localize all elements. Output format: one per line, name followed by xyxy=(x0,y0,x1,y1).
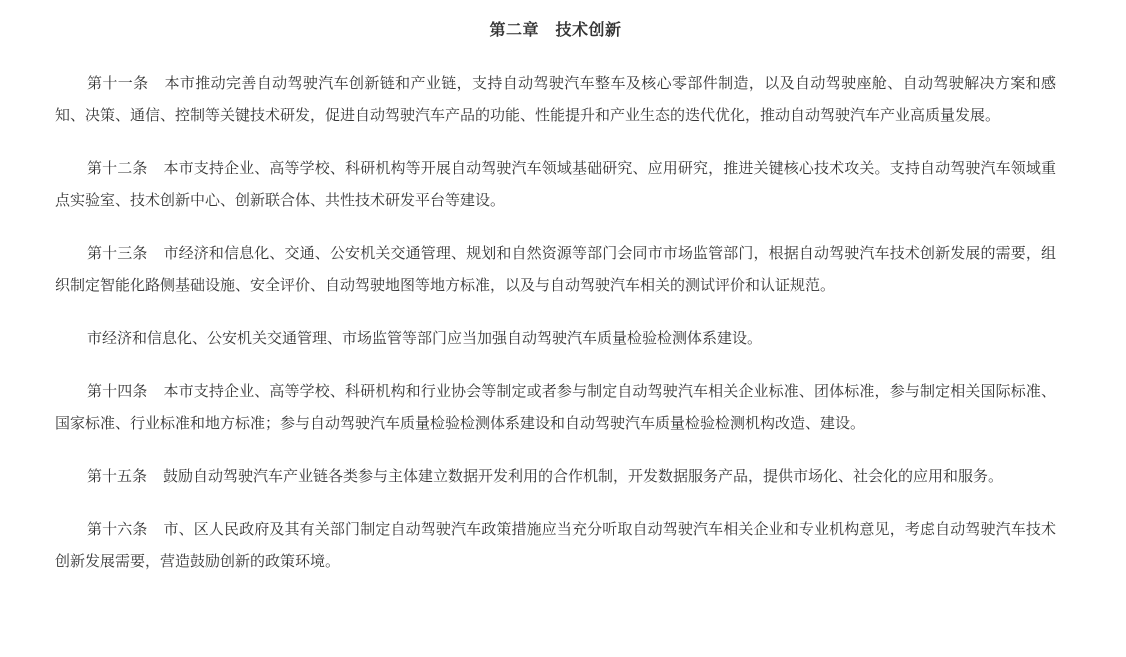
article-13-paragraph-2 xyxy=(55,322,1056,354)
article-text: 本市推动完善自动驾驶汽车创新链和产业链，支持自动驾驶汽车整车及核心零部件制造，以及自动驾驶座舱、自动驾驶解决方案和感知、决策、通信、控制等关键技术研发，促进自动驾驶汽车产品的功能、性能提升和产业生态的迭代优化，推动自动驾驶汽车产业高质量发展。 xyxy=(55,74,1056,124)
article-text: 本市支持企业、高等学校、科研机构等开展自动驾驶汽车领域基础研究、应用研究，推进关键核心技术攻关。支持自动驾驶汽车领域重点实验室、技术创新中心、创新联合体、共性技术研发平台等建设。 xyxy=(55,159,1056,209)
article-16 xyxy=(55,513,1056,577)
article-list xyxy=(55,67,1056,577)
article-number: 第十一条 xyxy=(87,74,149,92)
article-14 xyxy=(55,375,1056,439)
article-number: 第十二条 xyxy=(87,159,148,177)
article-number: 第十六条 xyxy=(87,520,148,538)
article-number: 第十五条 xyxy=(87,467,148,485)
article-11 xyxy=(55,67,1056,131)
chapter-title: 第二章 技术创新 xyxy=(489,20,622,39)
article-text: 本市支持企业、高等学校、科研机构和行业协会等制定或者参与制定自动驾驶汽车相关企业标准、团体标准，参与制定相关国际标准、国家标准、行业标准和地方标准；参与自动驾驶汽车质量检验检测体系建设和自动驾驶汽车质量检验检测机构改造、建设。 xyxy=(55,382,1056,432)
article-text: 鼓励自动驾驶汽车产业链各类参与主体建立数据开发利用的合作机制，开发数据服务产品，提供市场化、社会化的应用和服务。 xyxy=(163,467,1004,485)
article-number: 第十三条 xyxy=(87,244,148,262)
article-13 xyxy=(55,237,1056,301)
article-12 xyxy=(55,152,1056,216)
article-text: 市、区人民政府及其有关部门制定自动驾驶汽车政策措施应当充分听取自动驾驶汽车相关企业和专业机构意见，考虑自动驾驶汽车技术创新发展需要，营造鼓励创新的政策环境。 xyxy=(55,520,1056,570)
article-15 xyxy=(55,460,1056,492)
article-text: 市经济和信息化、公安机关交通管理、市场监管等部门应当加强自动驾驶汽车质量检验检测体系建设。 xyxy=(87,329,763,347)
article-text: 市经济和信息化、交通、公安机关交通管理、规划和自然资源等部门会同市市场监管部门，根据自动驾驶汽车技术创新发展的需要，组织制定智能化路侧基础设施、安全评价、自动驾驶地图等地方标准，以及与自动驾驶汽车相关的测试评价和认证规范。 xyxy=(55,244,1056,294)
article-number: 第十四条 xyxy=(87,382,148,400)
